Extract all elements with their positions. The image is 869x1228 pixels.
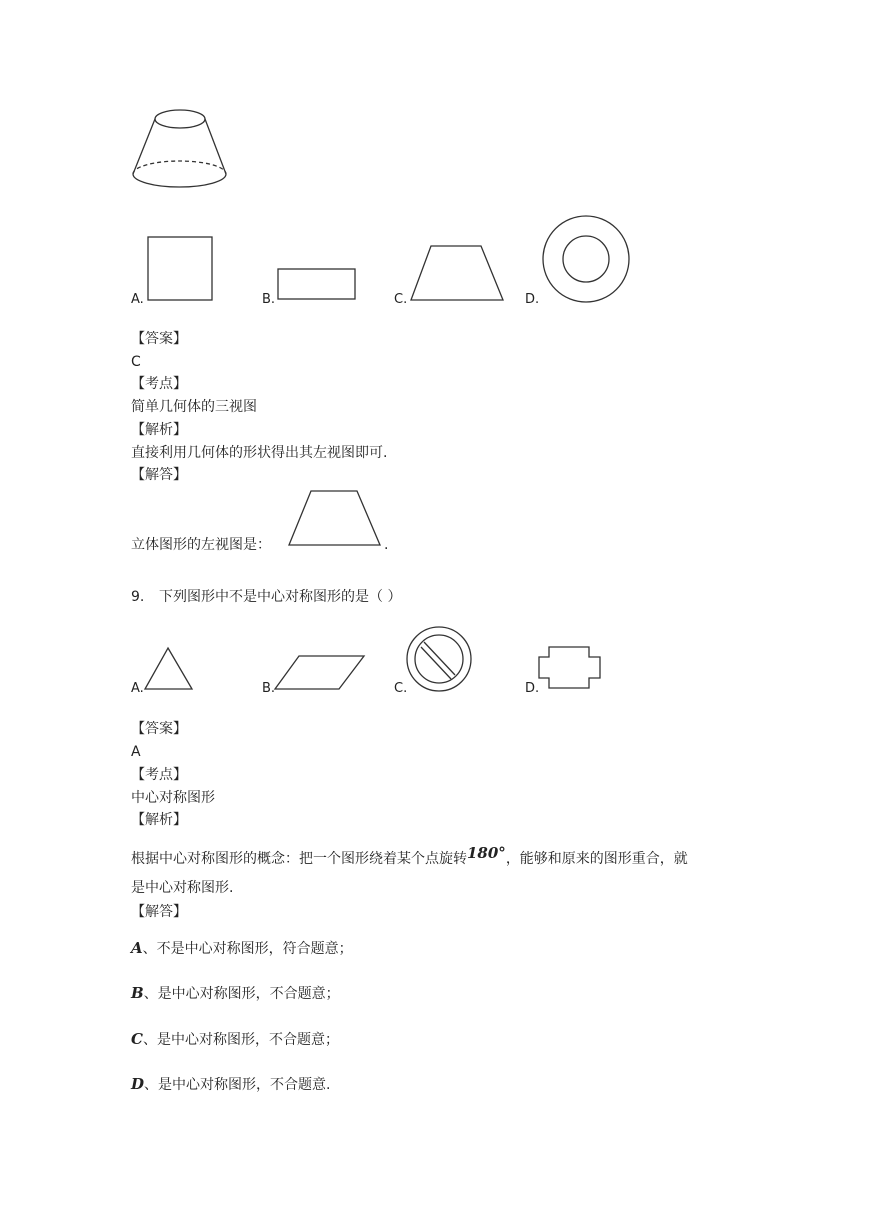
- q9-solution-a-text: 、不是中心对称图形，符合题意；: [142, 941, 353, 957]
- solution-trapezoid-figure: [287, 489, 385, 549]
- q9-solution-b: [131, 983, 340, 1004]
- q8-option-c-label: C.: [394, 292, 408, 307]
- ring-figure: [540, 214, 632, 306]
- q8-solution-header: 【解答】: [131, 467, 187, 483]
- parallelogram-figure: [273, 654, 367, 692]
- q9-solution-a: [131, 938, 353, 959]
- q9-solution-d: [131, 1074, 330, 1095]
- q9-option-d-label: D.: [525, 681, 540, 696]
- square-figure: [147, 236, 215, 302]
- q8-option-a-label: A.: [131, 292, 144, 307]
- q8-analysis: 直接利用几何体的形状得出其左视图即可.: [131, 445, 388, 461]
- notched-rectangle-figure: [537, 645, 605, 693]
- q9-solution-c: [131, 1029, 339, 1050]
- q8-answer-header: 【答案】: [131, 331, 187, 347]
- q9-solution-d-label: D: [131, 1075, 145, 1093]
- q9-option-a-label: A.: [131, 681, 144, 696]
- trapezoid-figure: [408, 244, 506, 302]
- q9-analysis-post: ，能够和原来的图形重合，就: [505, 851, 688, 867]
- q9-option-b-label: B.: [262, 681, 276, 696]
- q8-option-b-label: B.: [262, 292, 276, 307]
- rectangle-figure: [277, 268, 357, 302]
- triangle-figure: [143, 646, 195, 692]
- q9-analysis-line1: [131, 844, 688, 869]
- q9-answer-header: 【答案】: [131, 721, 187, 737]
- q9-solution-d-text: 、是中心对称图形，不合题意.: [144, 1077, 331, 1093]
- q8-option-d-label: D.: [525, 292, 540, 307]
- frustum-figure: [125, 105, 235, 193]
- q9-solution-header: 【解答】: [131, 904, 187, 920]
- q9-point: 中心对称图形: [131, 790, 215, 806]
- q8-point: 简单几何体的三视图: [131, 399, 257, 415]
- q9-analysis-header: 【解析】: [131, 812, 187, 828]
- q9-number: 9.: [131, 589, 145, 605]
- q8-analysis-header: 【解析】: [131, 422, 187, 438]
- q9-answer: A: [131, 744, 141, 760]
- q9-analysis-angle: 180°: [467, 844, 506, 862]
- q9-point-header: 【考点】: [131, 767, 187, 783]
- q8-solution-prefix: 立体图形的左视图是：: [131, 537, 271, 553]
- prohibition-sign-figure: [404, 625, 474, 693]
- q9-analysis-pre: 根据中心对称图形的概念：把一个图形绕着某个点旋转: [131, 851, 467, 867]
- q9-solution-b-label: B: [131, 984, 144, 1002]
- q9-solution-b-text: 、是中心对称图形，不合题意；: [143, 986, 340, 1002]
- q9-question: 下列图形中不是中心对称图形的是（ ）: [159, 589, 402, 605]
- q9-solution-c-label: C: [131, 1030, 143, 1048]
- q8-solution-suffix: .: [384, 537, 389, 553]
- q9-solution-a-label: A: [131, 939, 143, 957]
- q8-answer: C: [131, 354, 141, 370]
- q9-option-c-label: C.: [394, 681, 408, 696]
- q9-analysis-line2: 是中心对称图形.: [131, 880, 234, 896]
- q9-solution-c-text: 、是中心对称图形，不合题意；: [142, 1032, 339, 1048]
- q8-point-header: 【考点】: [131, 376, 187, 392]
